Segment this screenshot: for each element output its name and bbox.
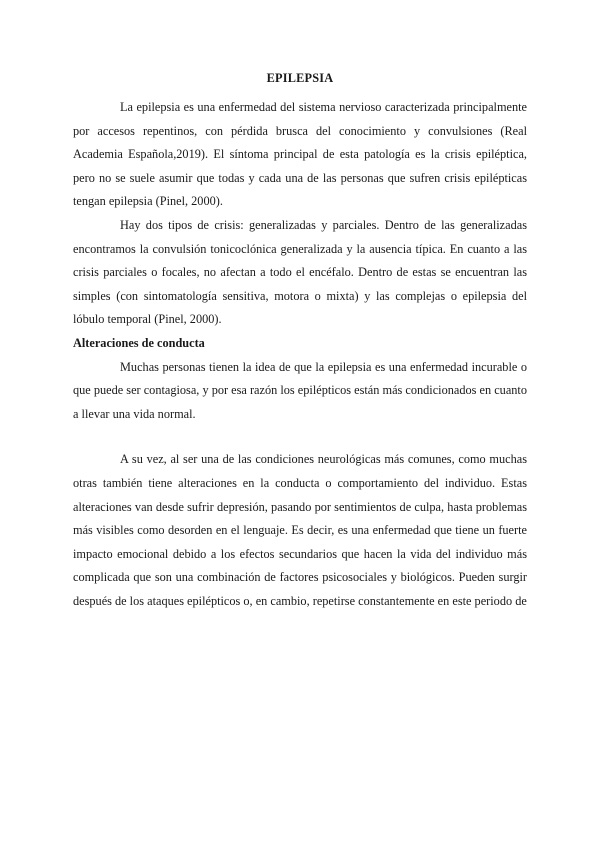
paragraph-behavior-changes: A su vez, al ser una de las condiciones neurológicas más comunes, como muchas otras también tiene alteraciones en la conducta o comportamiento del individuo. Estas alteraciones van desde sufrir depresión, pasando por sentimientos de culpa, hasta problemas más visibles como desorden en el lenguaje. Es decir, es una enfermedad que tiene un fuerte impacto emocional debido a los efectos secundarios que hacen la vida del individuo más complicada que son una combinación de factores psicosociales y biológicos. Pueden surgir después de los ataques epilépticos o, en cambio, repetirse constantemente en este periodo de: [73, 452, 527, 608]
document-body: [73, 70, 527, 613]
paragraph-misconceptions: Muchas personas tienen la idea de que la epilepsia es una enfermedad incurable o que puede ser contagiosa, y por esa razón los epilépticos están más condicionados en cuanto a llevar una vida normal.: [73, 359, 527, 421]
page-title: EPILEPSIA: [266, 71, 334, 85]
paragraph-spacer: [73, 426, 527, 448]
paragraph-definition: La epilepsia es una enfermedad del sistema nervioso caracterizada principalmente por accesos repentinos, con pérdida brusca del conocimiento y convulsiones (Real Academia Española,2019). El síntoma principal de esta patología es la crisis epiléptica, pero no se suele asumir que todas y cada una de las personas que sufren crisis epilépticas tengan epilepsia (Pinel, 2000).: [73, 100, 527, 209]
section-heading: Alteraciones de conducta: [73, 335, 205, 350]
paragraph-types-of-seizures: Hay dos tipos de crisis: generalizadas y parciales. Dentro de las generalizadas encontramos la convulsión tonicoclónica generalizada y la ausencia típica. En cuanto a las crisis parciales o focales, no afectan a todo el encéfalo. Dentro de estas se encuentran las simples (con sintomatología sensitiva, motora o mixta) y las complejas o epilepsia del lóbulo temporal (Pinel, 2000).: [73, 217, 527, 327]
